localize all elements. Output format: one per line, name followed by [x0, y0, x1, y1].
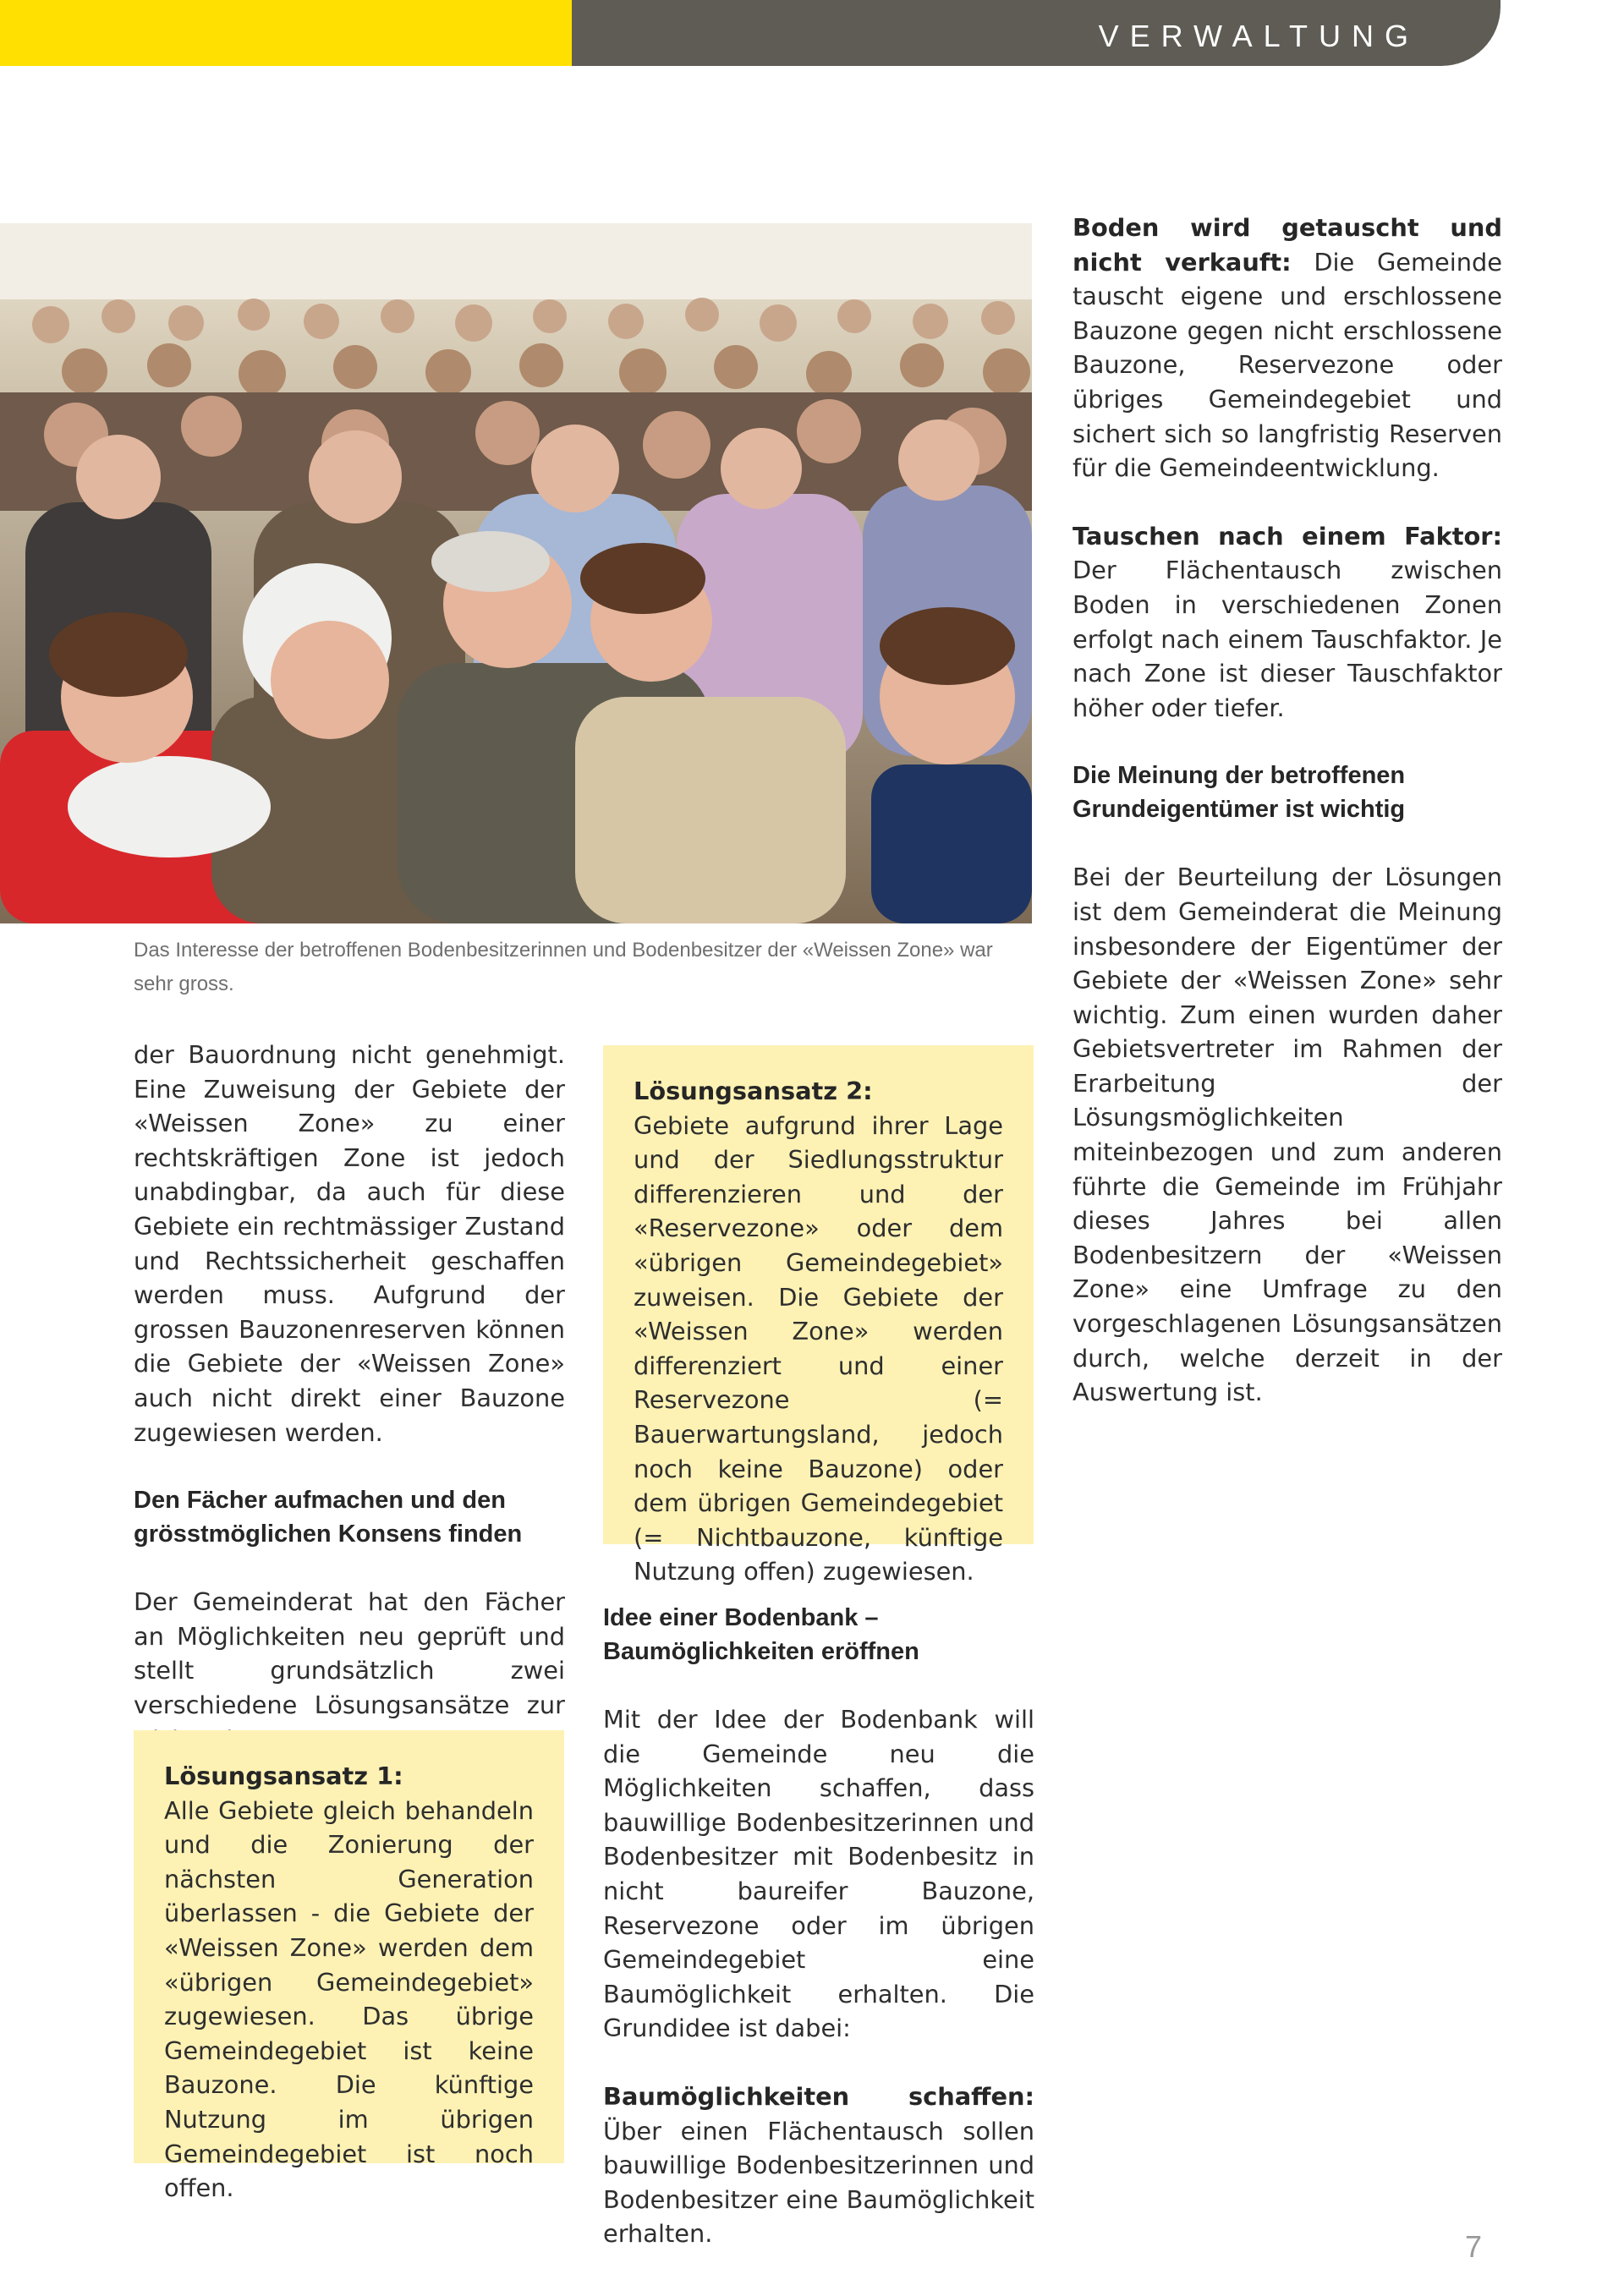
- right-paragraph-1-lead: Boden wird getauscht und nicht verkauft:: [1073, 213, 1502, 277]
- solution-box-2-text: Gebiete aufgrund ihrer Lage und der Siedlungsstruktur differenzieren und der «Reservezone» oder dem «übrigen Gemeindegebiet» zuweisen. Die Gebiete der «Weissen Zone» werden differenziert und einer Reservezone (= Bauerwartungsland, jedoch noch keine Bauzone) oder dem übrigen Gemeindegebiet (= Nichtbauzone, künftige Nutzung offen) zugewiesen.: [634, 1110, 1003, 1586]
- right-heading: Die Meinung der betroffenen Grundeigentümer ist wichtig: [1073, 762, 1406, 824]
- middle-paragraph-2: [603, 2080, 1034, 2251]
- right-paragraph-1: [1073, 211, 1502, 485]
- middle-paragraph-2-lead: Baumöglichkeiten schaffen:: [603, 2081, 1034, 2111]
- solution-box-1: [134, 1730, 564, 2203]
- middle-heading: Idee einer Bodenbank – Baumöglichkeiten eröffnen: [603, 1604, 919, 1665]
- solution-box-1-text: Alle Gebiete gleich behandeln und die Zonierung der nächsten Generation überlassen - die Gebiete der «Weissen Zone» werden dem «übrigen Gemeindegebiet» zugewiesen. Das übrige Gemeindegebiet ist keine Bauzone. Die künftige Nutzung im übrigen Gemeindegebiet ist noch offen.: [164, 1795, 534, 2203]
- page-number: 7: [1465, 2229, 1483, 2264]
- right-paragraph-1-text: Die Gemeinde tauscht eigene und erschlossene Bauzone gegen nicht erschlossene Bauzone, Reservezone oder übriges Gemeindegebiet und sichert sich so langfristig Reserven für die Gemeindeentwicklung.: [1073, 247, 1502, 483]
- photo-caption: Das Interesse der betroffenen Bodenbesitzerinnen und Bodenbesitzer der «Weissen Zone» war sehr gross.: [134, 939, 993, 995]
- middle-paragraph-1: Mit der Idee der Bodenbank will die Gemeinde neu die Möglichkeiten schaffen, dass bauwillige Bodenbesitzerinnen und Bodenbesitzer mit Bodenbesitz in nicht baureifer Bauzone, Reservezone oder im übrigen Gemeindegebiet eine Baumöglichkeit erhalten. Die Grundidee ist dabei:: [603, 1705, 1034, 2043]
- solution-box-2-title: Lösungsansatz 2:: [634, 1077, 873, 1105]
- audience-photo: [0, 223, 1032, 923]
- middle-column: [603, 1601, 1034, 2285]
- section-title: VERWALTUNG: [1098, 19, 1419, 53]
- right-paragraph-3: Bei der Beurteilung der Lösungen ist dem Gemeinderat die Meinung insbesondere der Eigentümer der Gebiete der «Weissen Zone» sehr wichtig. Zum einen wurden daher Gebietsvertreter im Rahmen der Erarbeitung der Lösungsmöglichkeiten miteinbezogen und zum anderen führte die Gemeinde im Frühjahr dieses Jahres bei allen Bodenbesitzern der «Weissen Zone» eine Umfrage zu den vorgeschlagenen Lösungsansätzen durch, welche derzeit in der Auswertung ist.: [1073, 863, 1502, 1407]
- header-yellow-bar: [0, 0, 572, 66]
- middle-paragraph-2-text: Über einen Flächentausch sollen bauwillige Bodenbesitzerinnen und Bodenbesitzer eine Baumöglichkeit erhalten.: [603, 2116, 1034, 2249]
- left-column: [134, 1038, 565, 1790]
- right-paragraph-2-lead: Tauschen nach einem Faktor:: [1073, 521, 1502, 551]
- solution-box-2: [603, 1045, 1034, 1586]
- left-paragraph-2: Der Gemeinderat hat den Fächer an Möglichkeiten neu geprüft und stellt grundsätzlich zwei verschiedene Lösungsansätze zur: [134, 1587, 565, 1719]
- left-paragraph-1: der Bauordnung nicht genehmigt. Eine Zuweisung der Gebiete der «Weissen Zone» zu einer rechtskräftigen Zone ist jedoch unabdingbar, da auch für diese Gebiete ein rechtmässiger Zustand und Rechtssicherheit geschaffen werden muss. Aufgrund der grossen Bauzonenreserven können die Gebiete der «Weissen Zone» auch nicht direkt einer Bauzone zugewiesen werden.: [134, 1040, 565, 1447]
- left-heading: Den Fächer aufmachen und den grösstmöglichen Konsens finden: [134, 1487, 523, 1548]
- right-column: [1073, 211, 1502, 1444]
- header-section-band: [572, 0, 1501, 66]
- solution-box-1-title: Lösungsansatz 1:: [164, 1762, 403, 1790]
- right-paragraph-2: [1073, 519, 1502, 726]
- right-paragraph-2-text: Der Flächentausch zwischen Boden in verschiedenen Zonen erfolgt nach einem Tauschfaktor. Je nach Zone ist dieser Tauschfaktor höher oder tiefer.: [1073, 556, 1502, 722]
